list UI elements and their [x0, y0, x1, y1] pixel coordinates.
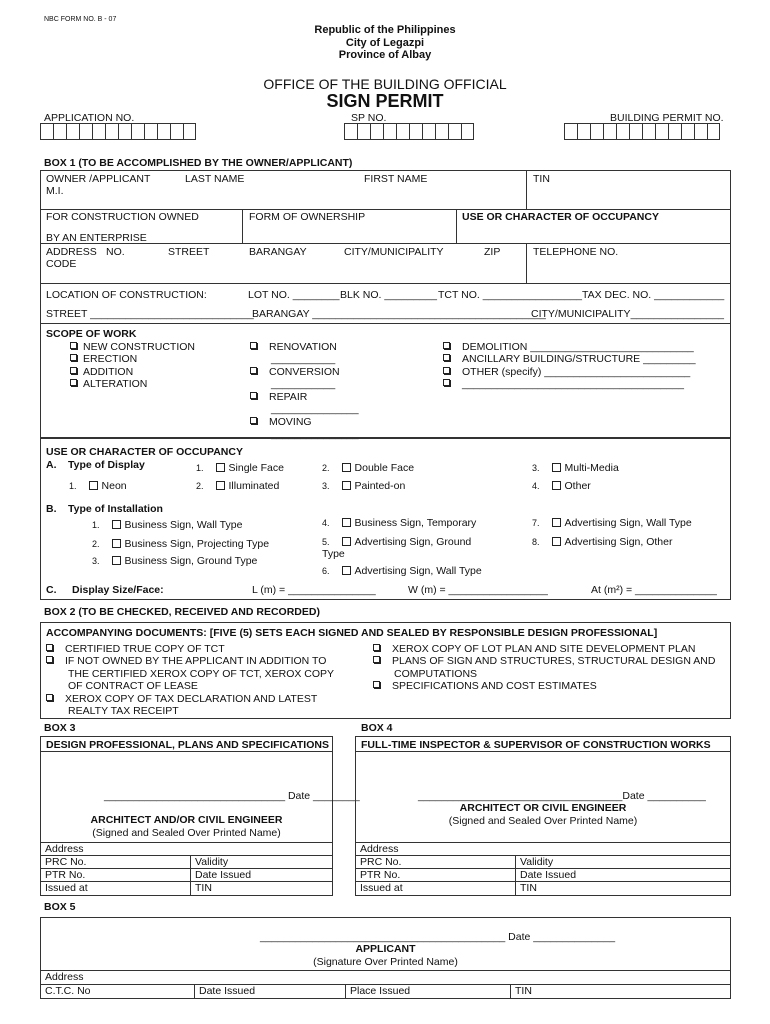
building-permit-no-label: BUILDING PERMIT NO. [610, 112, 724, 124]
city-line: City of Legazpi [345, 37, 425, 49]
installation-type-title: Type of Installation [68, 503, 163, 515]
address-barangay-label: BARANGAY [249, 246, 307, 258]
doc-specifications[interactable]: SPECIFICATIONS AND COST ESTIMATES [373, 680, 597, 692]
scope-repair-line[interactable]: _______________ [271, 403, 359, 415]
checkbox-icon [70, 342, 77, 349]
box3-signature-line[interactable]: _______________________________ Date ________ [104, 790, 360, 802]
scope-renovation[interactable]: RENOVATION [250, 341, 337, 353]
install-business-temporary[interactable]: 4. Business Sign, Temporary [322, 517, 477, 529]
occupancy-title: USE OR CHARACTER OF OCCUPANCY [46, 446, 243, 458]
checkbox-icon [46, 694, 53, 701]
tin-label: TIN [533, 173, 550, 185]
checkbox-icon [250, 342, 257, 349]
doc-sign-plans[interactable]: PLANS OF SIGN AND STRUCTURES, STRUCTURAL DESIGN AND [373, 655, 715, 667]
location-label: LOCATION OF CONSTRUCTION: [46, 289, 207, 301]
checkbox-icon [250, 417, 257, 424]
sp-no-label: SP NO. [351, 112, 387, 124]
display-single-face[interactable]: 1. Single Face [196, 462, 284, 474]
box3-role: ARCHITECT AND/OR CIVIL ENGINEER [90, 814, 283, 826]
tct-no-field[interactable]: TCT NO. _________________ [438, 289, 582, 301]
install-advertising-ground[interactable]: 5. Advertising Sign, Ground [322, 536, 472, 548]
box4-title: FULL-TIME INSPECTOR & SUPERVISOR OF CONSTRUCTION WORKS [361, 739, 711, 751]
display-type-title: Type of Display [68, 459, 145, 471]
scope-alteration[interactable]: ALTERATION [70, 378, 147, 390]
checkbox-icon [373, 681, 380, 688]
scope-demolition[interactable]: DEMOLITION ____________________________ [443, 341, 694, 353]
box4-role: ARCHITECT OR CIVIL ENGINEER [459, 802, 627, 814]
checkbox-icon [342, 537, 351, 546]
address-code-label: CODE [46, 258, 77, 270]
address-label: ADDRESS [46, 246, 97, 258]
checkbox-icon [373, 644, 380, 651]
doc-not-owned[interactable]: IF NOT OWNED BY THE APPLICANT IN ADDITION TO [46, 655, 326, 667]
checkbox-icon [443, 367, 450, 374]
box2-title: BOX 2 (TO BE CHECKED, RECEIVED AND RECORDED) [44, 606, 320, 618]
box3-ptr-label: PTR No. [45, 869, 86, 881]
checkbox-icon [342, 463, 351, 472]
checkbox-icon [216, 481, 225, 490]
box3-tin-label: TIN [195, 882, 212, 894]
box3-label: BOX 3 [44, 722, 76, 734]
sp-no-field[interactable] [344, 123, 474, 140]
scope-ancillary[interactable]: ANCILLARY BUILDING/STRUCTURE _________ [443, 353, 696, 365]
blk-no-field[interactable]: BLK NO. _________ [340, 289, 437, 301]
barangay-field[interactable]: BARANGAY ________________________________________ [252, 308, 546, 320]
lot-no-field[interactable]: LOT NO. ________ [248, 289, 340, 301]
address-no-label: NO. [106, 246, 125, 258]
display-neon[interactable]: 1. Neon [69, 480, 127, 492]
doc-tct[interactable]: CERTIFIED TRUE COPY OF TCT [46, 643, 225, 655]
scope-repair[interactable]: REPAIR [250, 391, 307, 403]
form-number: NBC FORM NO. B - 07 [44, 16, 117, 23]
scope-conversion[interactable]: CONVERSION [250, 366, 340, 378]
checkbox-icon [342, 566, 351, 575]
checkbox-icon [552, 537, 561, 546]
box5-ctc-label: C.T.C. No [45, 985, 91, 997]
checkbox-icon [112, 520, 121, 529]
box4-label: BOX 4 [361, 722, 393, 734]
application-no-field[interactable] [40, 123, 196, 140]
city-field[interactable]: CITY/MUNICIPALITY________________ [531, 308, 724, 320]
checkbox-icon [552, 481, 561, 490]
box4-address-label: Address [360, 843, 399, 855]
use-character-label: USE OR CHARACTER OF OCCUPANCY [462, 211, 659, 223]
area-field[interactable]: At (m²) = ______________ [591, 584, 717, 596]
checkbox-icon [552, 463, 561, 472]
scope-other-line[interactable]: ______________________________________ [443, 378, 684, 390]
box4-tin-label: TIN [520, 882, 537, 894]
mi-label: M.I. [46, 185, 64, 197]
doc-tax-declaration-line2: REALTY TAX RECEIPT [68, 705, 179, 717]
doc-not-owned-line2: THE CERTIFIED XEROX COPY OF TCT, XEROX COPY [68, 668, 335, 680]
ownership-form-label: FORM OF OWNERSHIP [249, 211, 366, 223]
checkbox-icon [342, 481, 351, 490]
install-advertising-ground-type: Type [322, 548, 345, 560]
install-advertising-other[interactable]: 8. Advertising Sign, Other [532, 536, 673, 548]
scope-moving[interactable]: MOVING [250, 416, 312, 428]
doc-sign-plans-line2: COMPUTATIONS [394, 668, 478, 680]
box4-date-issued-label: Date Issued [520, 869, 577, 881]
install-business-projecting[interactable]: 2. Business Sign, Projecting Type [92, 538, 270, 550]
tax-dec-field[interactable]: TAX DEC. NO. ____________ [582, 289, 725, 301]
address-city-label: CITY/MUNICIPALITY [344, 246, 444, 258]
office-title: OFFICE OF THE BUILDING OFFICIAL [263, 76, 507, 92]
box3-issued-at-label: Issued at [45, 882, 88, 894]
box5-date-issued-label: Date Issued [199, 985, 256, 997]
checkbox-icon [46, 644, 53, 651]
box3-prc-label: PRC No. [45, 856, 87, 868]
display-illuminated[interactable]: 2. Illuminated [196, 480, 280, 492]
box5-label: BOX 5 [44, 901, 76, 913]
box4-prc-label: PRC No. [360, 856, 402, 868]
display-double-face[interactable]: 2. Double Face [322, 462, 415, 474]
checkbox-icon [112, 539, 121, 548]
enterprise-label: BY AN ENTERPRISE [46, 232, 147, 244]
box3-validity-label: Validity [195, 856, 229, 868]
length-field[interactable]: L (m) = _______________ [252, 584, 376, 596]
box5-signature-note: (Signature Over Printed Name) [313, 956, 458, 968]
checkbox-icon [443, 379, 450, 386]
last-name-label: LAST NAME [185, 173, 245, 185]
scope-conversion-line[interactable]: ___________ [271, 378, 336, 390]
first-name-label: FIRST NAME [364, 173, 428, 185]
address-street-label: STREET [168, 246, 210, 258]
construction-owned-label: FOR CONSTRUCTION OWNED [46, 211, 199, 223]
box4-ptr-label: PTR No. [360, 869, 401, 881]
box4-validity-label: Validity [520, 856, 554, 868]
box3-signed-note: (Signed and Sealed Over Printed Name) [92, 827, 281, 839]
box5-signature-line[interactable]: __________________________________________ Date ______________ [260, 931, 616, 943]
checkbox-icon [112, 556, 121, 565]
box3-address-label: Address [45, 843, 84, 855]
display-painted-on[interactable]: 3. Painted-on [322, 480, 406, 492]
box5-applicant: APPLICANT [355, 943, 416, 955]
display-size-letter: C. [46, 584, 57, 596]
checkbox-icon [443, 342, 450, 349]
display-multi-media[interactable]: 3. Multi-Media [532, 462, 619, 474]
checkbox-icon [443, 354, 450, 361]
telephone-label: TELEPHONE NO. [533, 246, 619, 258]
doc-tax-declaration[interactable]: XEROX COPY OF TAX DECLARATION AND LATEST [46, 693, 317, 705]
scope-renovation-line[interactable]: ___________ [271, 353, 336, 365]
scope-other[interactable]: OTHER (specify) _________________________ [443, 366, 690, 378]
box4-issued-at-label: Issued at [360, 882, 403, 894]
install-business-wall[interactable]: 1. Business Sign, Wall Type [92, 519, 243, 531]
checkbox-icon [89, 481, 98, 490]
owner-label: OWNER /APPLICANT [46, 173, 151, 185]
checkbox-icon [250, 392, 257, 399]
street-field[interactable]: STREET ____________________________ [46, 308, 254, 320]
address-zip-label: ZIP [484, 246, 501, 258]
republic-line: Republic of the Philippines [314, 24, 456, 36]
checkbox-icon [46, 656, 53, 663]
checkbox-icon [250, 367, 257, 374]
display-other[interactable]: 4. Other [532, 480, 591, 492]
box4-signed-note: (Signed and Sealed Over Printed Name) [448, 815, 638, 827]
checkbox-icon [342, 518, 351, 527]
installation-type-letter: B. [46, 503, 57, 515]
box5-place-issued-label: Place Issued [350, 985, 411, 997]
scope-new-construction[interactable]: NEW CONSTRUCTION [70, 341, 195, 353]
province-line: Province of Albay [338, 49, 432, 61]
doc-lot-plan[interactable]: XEROX COPY OF LOT PLAN AND SITE DEVELOPMENT PLAN [373, 643, 695, 655]
page-title: SIGN PERMIT [326, 91, 444, 111]
box1-title: BOX 1 (TO BE ACCOMPLISHED BY THE OWNER/APPLICANT) [44, 157, 353, 169]
box3-date-issued-label: Date Issued [195, 869, 252, 881]
install-advertising-wall-7[interactable]: 7. Advertising Sign, Wall Type [532, 517, 692, 529]
checkbox-icon [70, 379, 77, 386]
install-advertising-wall-6[interactable]: 6. Advertising Sign, Wall Type [322, 565, 482, 577]
install-business-ground[interactable]: 3. Business Sign, Ground Type [92, 555, 258, 567]
checkbox-icon [216, 463, 225, 472]
width-field[interactable]: W (m) = _________________ [408, 584, 548, 596]
scope-moving-line[interactable]: _______________ [271, 428, 359, 440]
checkbox-icon [373, 656, 380, 663]
scope-title: SCOPE OF WORK [46, 328, 137, 340]
scope-addition[interactable]: ADDITION [70, 366, 133, 378]
docs-title: ACCOMPANYING DOCUMENTS: [FIVE (5) SETS EACH SIGNED AND SEALED BY RESPONSIBLE DESIGN PROFESSIONAL] [46, 627, 658, 639]
doc-not-owned-line3: OF CONTRACT OF LEASE [68, 680, 198, 692]
checkbox-icon [552, 518, 561, 527]
box4-signature-line[interactable]: ___________________________________Date __________ [418, 790, 706, 802]
checkbox-icon [70, 367, 77, 374]
scope-erection[interactable]: ERECTION [70, 353, 137, 365]
box3-title: DESIGN PROFESSIONAL, PLANS AND SPECIFICATIONS [46, 739, 329, 751]
box5-tin-label: TIN [515, 985, 532, 997]
box5-address-label: Address [45, 971, 84, 983]
checkbox-icon [70, 354, 77, 361]
display-size-title: Display Size/Face: [72, 584, 164, 596]
display-type-letter: A. [46, 459, 57, 471]
building-permit-no-field[interactable] [564, 123, 720, 140]
application-no-label: APPLICATION NO. [44, 112, 135, 124]
